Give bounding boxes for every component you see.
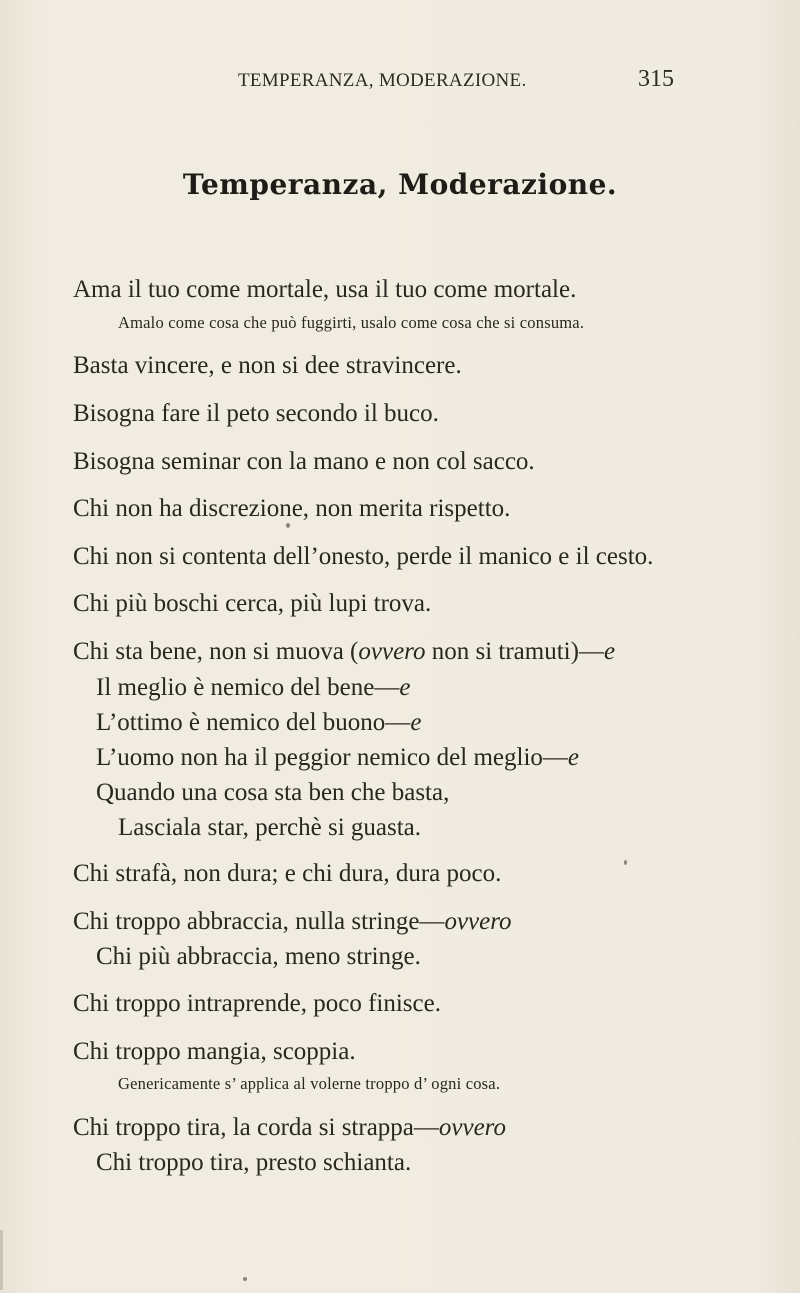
proverb-line: Chi più abbraccia, meno stringe. bbox=[96, 943, 421, 970]
chapter-title: Temperanza, Moderazione. bbox=[182, 168, 618, 201]
proverb-line: Chi non ha discrezione, non merita rispetto. bbox=[73, 495, 511, 522]
proverb-tail: e bbox=[567, 744, 580, 771]
proverb-line: Chi non si contenta dell’onesto, perde il manico e il cesto. bbox=[73, 543, 654, 570]
proverb-line: Bisogna seminar con la mano e non col sacco. bbox=[73, 448, 535, 475]
proverb-italic: ovvero bbox=[358, 638, 426, 665]
proverb-tail: e bbox=[603, 638, 616, 665]
proverb-line: Bisogna fare il peto secondo il buco. bbox=[73, 400, 439, 427]
proverb-line: Basta vincere, e non si dee stravincere. bbox=[73, 352, 462, 379]
proverb-line: Chi troppo tira, presto schianta. bbox=[96, 1149, 412, 1176]
proverb-line: Chi strafà, non dura; e chi dura, dura poco. bbox=[73, 860, 502, 887]
proverb-text: Il meglio è nemico del bene— bbox=[96, 674, 400, 701]
proverb-note: Amalo come cosa che può fuggirti, usalo come cosa che si consuma. bbox=[118, 313, 585, 332]
proverb-line bbox=[73, 638, 615, 666]
proverb-line bbox=[96, 674, 410, 702]
paper-speck bbox=[624, 860, 627, 865]
proverb-line bbox=[73, 908, 512, 936]
proverb-tail: e bbox=[399, 674, 411, 701]
page-number: 315 bbox=[638, 66, 674, 92]
proverb-line: Quando una cosa sta ben che basta, bbox=[96, 779, 450, 806]
running-head bbox=[0, 66, 800, 100]
paper-speck bbox=[286, 523, 290, 528]
proverb-text: Chi troppo abbraccia, nulla stringe— bbox=[73, 908, 445, 935]
proverb-line bbox=[96, 744, 579, 772]
proverb-line bbox=[73, 1114, 506, 1142]
proverb-line bbox=[96, 709, 421, 737]
proverb-text: Chi sta bene, non si muova ( bbox=[73, 638, 359, 665]
proverb-line: Chi troppo mangia, scoppia. bbox=[73, 1038, 356, 1065]
page-edge bbox=[0, 1230, 3, 1290]
proverb-tail: e bbox=[410, 709, 422, 736]
proverb-note: Genericamente s’ applica al volerne troppo d’ ogni cosa. bbox=[118, 1074, 501, 1093]
proverb-line: Chi troppo intraprende, poco finisce. bbox=[73, 990, 441, 1017]
proverb-tail: ovvero bbox=[438, 1114, 506, 1141]
proverb-tail: ovvero bbox=[444, 908, 512, 935]
proverb-text-after: non si tramuti)— bbox=[425, 638, 604, 665]
proverb-line: Lasciala star, perchè si guasta. bbox=[118, 814, 422, 841]
proverb-text: L’uomo non ha il peggior nemico del meglio— bbox=[96, 744, 568, 771]
proverb-text: Chi troppo tira, la corda si strappa— bbox=[73, 1114, 439, 1141]
running-title: TEMPERANZA, MODERAZIONE. bbox=[238, 70, 527, 91]
paper-speck bbox=[243, 1277, 247, 1281]
proverb-text: L’ottimo è nemico del buono— bbox=[96, 709, 411, 736]
proverb-line: Ama il tuo come mortale, usa il tuo come mortale. bbox=[73, 276, 577, 303]
proverb-line: Chi più boschi cerca, più lupi trova. bbox=[73, 590, 432, 617]
